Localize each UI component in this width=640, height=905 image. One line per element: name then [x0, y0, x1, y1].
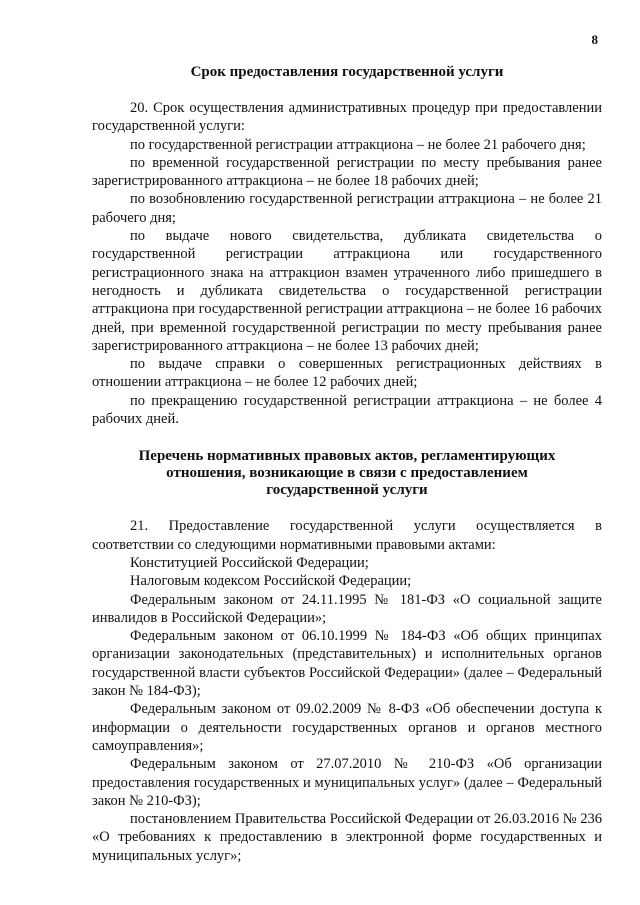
paragraph: по выдаче нового свидетельства, дубликата свидетельства о государственной регистрации аттракциона или государственного регистрационного знака на аттракцион взамен утраченного либо пришедшего в негодность и дубликата свидетельства о государственной регистрации аттракциона при государственной регистрации аттракциона – не более 16 рабочих дней, при временной государственной регистрации по месту пребывания ранее зарегистрированного аттракциона – не более 13 рабочих дней; [92, 228, 602, 354]
section-title-line: отношения, возникающие в связи с предоставлением [166, 465, 528, 482]
paragraph: Федеральным законом от 24.11.1995 № 181-ФЗ «О социальной защите инвалидов в Российской Федерации»; [92, 591, 602, 626]
paragraph: Федеральным законом от 27.07.2010 № 210-ФЗ «Об организации предоставления государственных и муниципальных услуг» (далее – Федеральный закон № 210-ФЗ); [92, 756, 602, 809]
section-title-service-term: Срок предоставления государственной услуги [190, 64, 504, 80]
document-body [92, 62, 602, 865]
paragraph: по выдаче справки о совершенных регистрационных действиях в отношении аттракциона – не более 12 рабочих дней; [92, 356, 602, 391]
paragraph: по возобновлению государственной регистрации аттракциона – не более 21 рабочего дня; [92, 191, 602, 226]
section-service-term [92, 99, 602, 428]
paragraph: по прекращению государственной регистрации аттракциона – не более 4 рабочих дней. [92, 392, 602, 428]
page-number: 8 [591, 32, 598, 47]
paragraph: по временной государственной регистрации по месту пребывания ранее зарегистрированного аттракциона – не более 18 рабочих дней; [92, 154, 602, 190]
paragraph: 20. Срок осуществления административных процедур при предоставлении государственной услуги: [92, 100, 602, 135]
paragraph: 21. Предоставление государственной услуги осуществляется в соответствии со следующими нормативными правовыми актами: [92, 518, 602, 553]
paragraph: Конституцией Российской Федерации; [130, 554, 369, 571]
paragraph: Налоговым кодексом Российской Федерации; [130, 573, 412, 590]
paragraph: Федеральным законом от 06.10.1999 № 184-ФЗ «Об общих принципах организации законодательных (представительных) и исполнительных органов государственной власти субъектов Российской Федерации» (далее – Федеральный закон № 184-ФЗ); [92, 628, 602, 700]
section-title-legal-acts [92, 448, 602, 499]
paragraph: Федеральным законом от 09.02.2009 № 8-ФЗ «Об обеспечении доступа к информации о деятельности государственных органов и органов местного самоуправления»; [92, 701, 602, 754]
section-legal-acts [92, 517, 602, 865]
section-title-line: государственной услуги [266, 482, 428, 499]
paragraph: постановлением Правительства Российской Федерации от 26.03.2016 № 236 «О требованиях к предоставлению в электронной форме государственных и муниципальных услуг»; [92, 811, 603, 864]
paragraph: по государственной регистрации аттракциона – не более 21 рабочего дня; [130, 136, 586, 153]
section-title-line: Перечень нормативных правовых актов, регламентирующих [138, 448, 556, 465]
